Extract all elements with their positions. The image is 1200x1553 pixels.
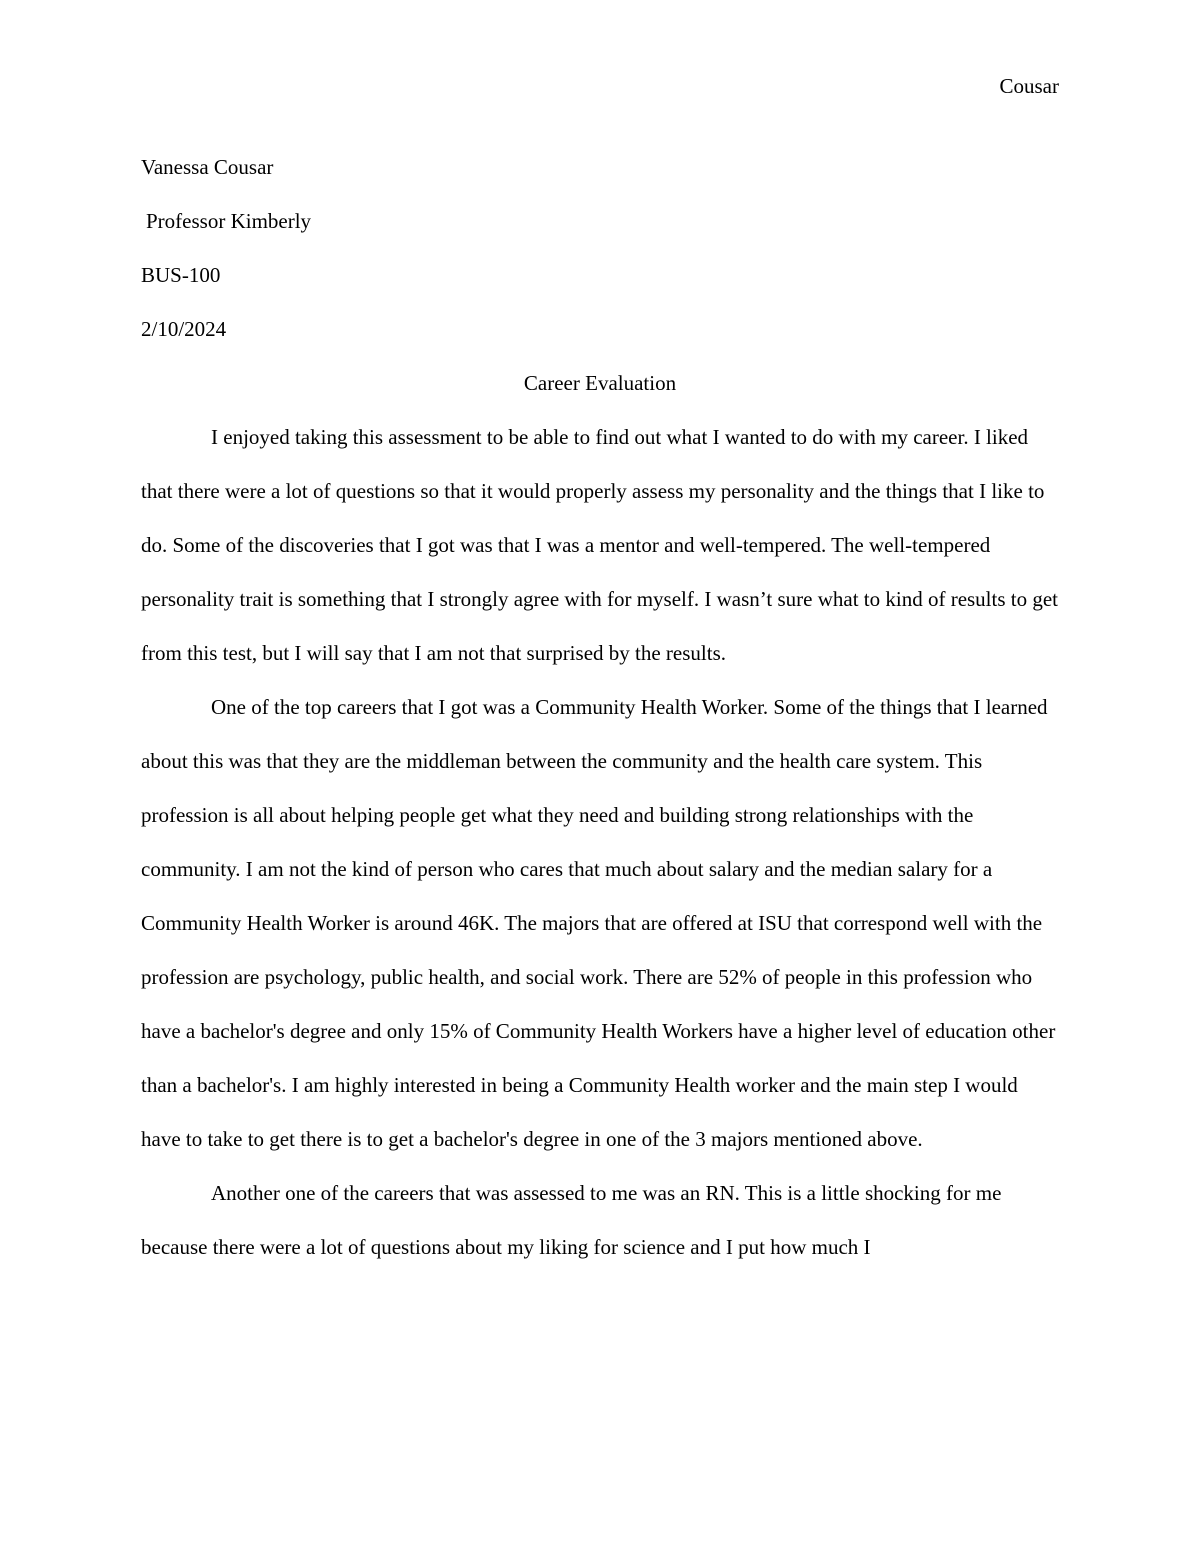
- paragraph-1: I enjoyed taking this assessment to be able to find out what I wanted to do with my career. I liked that there were a lot of questions so that it would properly assess my personality and the things that I like to do. Some of the discoveries that I got was that I was a mentor and well-tempered. The well-tempered personality trait is something that I strongly agree with for myself. I wasn’t sure what to kind of results to get from this test, but I will say that I am not that surprised by the results.: [141, 425, 1059, 665]
- running-head: Cousar: [999, 74, 1059, 98]
- student-name: Vanessa Cousar: [141, 155, 274, 179]
- professor-name: Professor Kimberly: [146, 209, 312, 233]
- essay-title: Career Evaluation: [523, 371, 677, 395]
- course-code: BUS-100: [141, 263, 221, 287]
- paragraph-3: Another one of the careers that was assessed to me was an RN. This is a little shocking for me because there were a lot of questions about my liking for science and I put how much I: [141, 1181, 1002, 1259]
- submission-date: 2/10/2024: [141, 317, 227, 341]
- paragraph-2: One of the top careers that I got was a Community Health Worker. Some of the things that I learned about this was that they are the middleman between the community and the health care system. This profession is all about helping people get what they need and building strong relationships with the community. I am not the kind of person who cares that much about salary and the median salary for a Community Health Worker is around 46K. The majors that are offered at ISU that correspond well with the profession are psychology, public health, and social work. There are 52% of people in this profession who have a bachelor's degree and only 15% of Community Health Workers have a higher level of education other than a bachelor's. I am highly interested in being a Community Health worker and the main step I would have to take to get there is to get a bachelor's degree in one of the 3 majors mentioned above.: [141, 695, 1056, 1151]
- essay-body: [141, 140, 1059, 1274]
